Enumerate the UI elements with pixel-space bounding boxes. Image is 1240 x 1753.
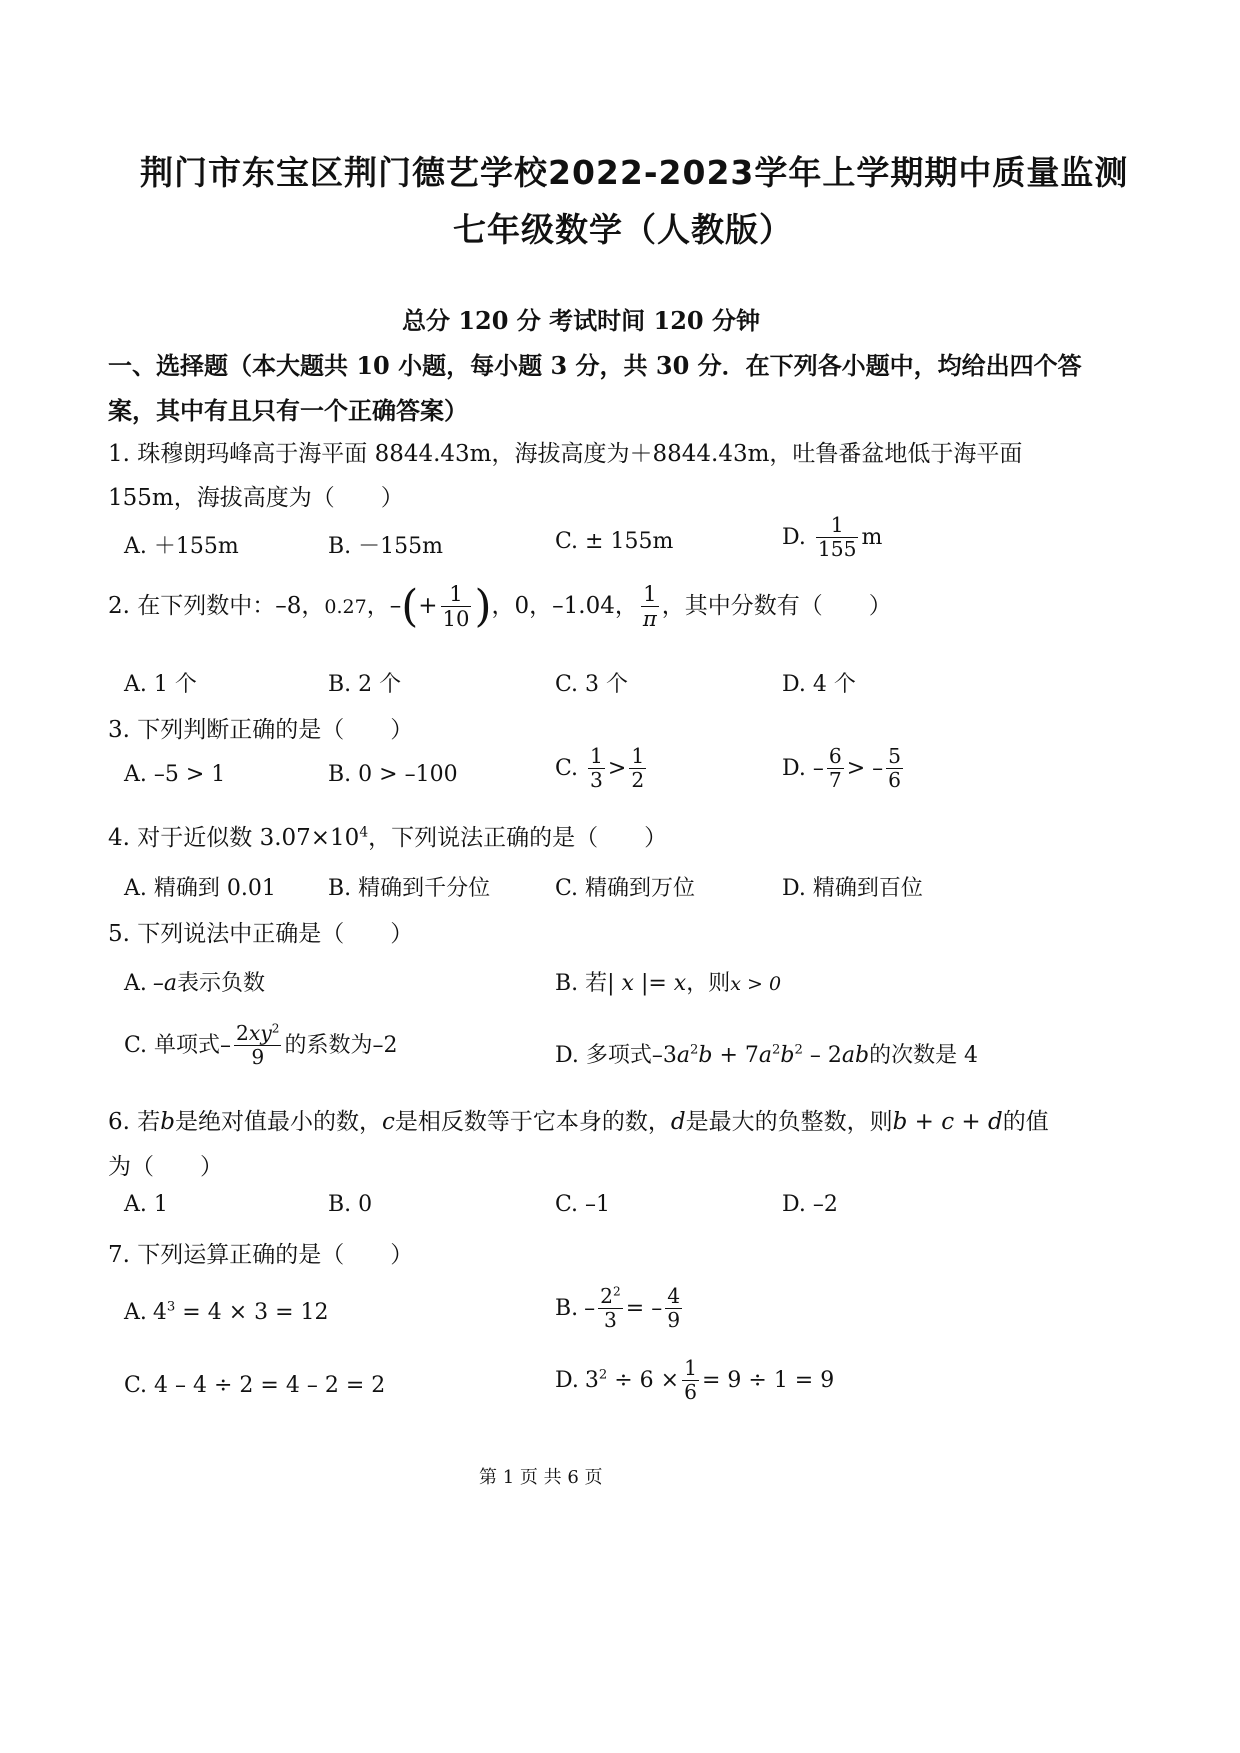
q2-option-c: C. 3 个: [555, 672, 629, 697]
q1-option-d: [782, 514, 882, 562]
q5-option-a: A. –a表示负数: [124, 971, 266, 996]
q6-option-b: B. 0: [328, 1192, 373, 1217]
q4-stem: 4. 对于近似数 $3.07\times 10^4$，下列说法正确的是（ ）: [108, 824, 668, 851]
q7-option-b: B. – $\frac{2^2}{3}$ = – $\frac{4}{9}$: [555, 1284, 681, 1333]
q1-option-c: C. ± 155m: [555, 529, 674, 554]
q2-option-a: A. 1 个: [124, 672, 197, 697]
q6-option-d: D. –2: [782, 1192, 838, 1217]
q2-fraction-1-10: $\frac{1}{10}$: [442, 581, 470, 632]
page-title: 荆门市东宝区荆门德艺学校2022-2023学年上学期期中质量监测: [140, 153, 1129, 192]
q6-option-a: A. 1: [124, 1192, 168, 1217]
q2-option-b: B. 2 个: [328, 672, 402, 697]
q7-option-d: D. $3^2 \div 6$ × $\frac{1}{6}$ = 9 ÷ 1 = 9: [555, 1356, 835, 1405]
q2-stem: 2. 在下列数中：–8，0.27，–(+ $\frac{1}{10}$ )，0，–1.04， $\frac{1}{\pi}$ ，其中分数有（ ）: [108, 580, 892, 632]
q1-option-a: A. ＋155m: [124, 534, 239, 559]
q6-stem-line1: 6. 若b是绝对值最小的数，c是相反数等于它本身的数，d是最大的负整数，则b + c + d的值: [108, 1109, 1049, 1135]
q3-option-c: C. $\frac{1}{3}$ > $\frac{1}{2}$: [555, 744, 645, 793]
q1-option-d-label: D.: [782, 524, 806, 550]
q5-stem: 5. 下列说法中正确是（ ）: [108, 921, 414, 947]
q3-option-b: B. 0 > –100: [328, 762, 458, 787]
q7-option-c: C. 4 – 4 ÷ 2 = 4 – 2 = 2: [124, 1373, 386, 1398]
q5-option-d: D. 多项式$-3a^2b + 7a^2b^2 - 2ab$的次数是 4: [555, 1042, 979, 1068]
q6-option-c: C. –1: [555, 1192, 611, 1217]
q1-option-d-unit: m: [861, 524, 883, 550]
q3-stem: 3. 下列判断正确的是（ ）: [108, 717, 414, 743]
q2-option-d: D. 4 个: [782, 672, 856, 697]
q1-option-b: B. －155m: [328, 534, 444, 559]
q1-option-d-fraction: $\frac{1}{155}$: [817, 513, 857, 562]
q1-stem-line1: 1. 珠穆朗玛峰高于海平面 8844.43m，海拔高度为＋8844.43m，吐鲁番盆地低于海平面: [108, 441, 1023, 467]
page-subtitle: 七年级数学（人教版）: [453, 210, 793, 249]
q5-option-b: B. 若| x |= x，则x > 0: [555, 971, 782, 996]
q4-option-c: C. 精确到万位: [555, 876, 696, 901]
page-number: 第 1 页 共 6 页: [479, 1467, 603, 1488]
q4-option-d: D. 精确到百位: [782, 876, 923, 901]
section-heading-line1: 一、选择题（本大题共 10 小题，每小题 3 分，共 30 分．在下列各小题中，均给出四个答: [108, 351, 1082, 380]
q1-stem-line2: 155m，海拔高度为（ ）: [108, 485, 404, 511]
q4-option-a: A. 精确到 0.01: [124, 876, 276, 901]
q2-fraction-1-pi: $\frac{1}{\pi}$: [642, 581, 657, 632]
section-heading-line2: 案，其中有且只有一个正确答案）: [108, 396, 468, 425]
q7-option-a: A. $4^3 = 4 \times 3 = 12$: [124, 1299, 329, 1325]
q6-stem-line2: 为（ ）: [108, 1154, 223, 1180]
exam-info: 总分 120 分 考试时间 120 分钟: [402, 306, 760, 335]
q5-option-c: C. 单项式– $\frac{2xy^2}{9}$ 的系数为–2: [124, 1021, 398, 1070]
q4-option-b: B. 精确到千分位: [328, 876, 491, 901]
q3-option-d: D. – $\frac{6}{7}$ > – $\frac{5}{6}$: [782, 744, 902, 793]
q7-stem: 7. 下列运算正确的是（ ）: [108, 1242, 414, 1268]
q3-option-a: A. –5 > 1: [124, 762, 226, 787]
